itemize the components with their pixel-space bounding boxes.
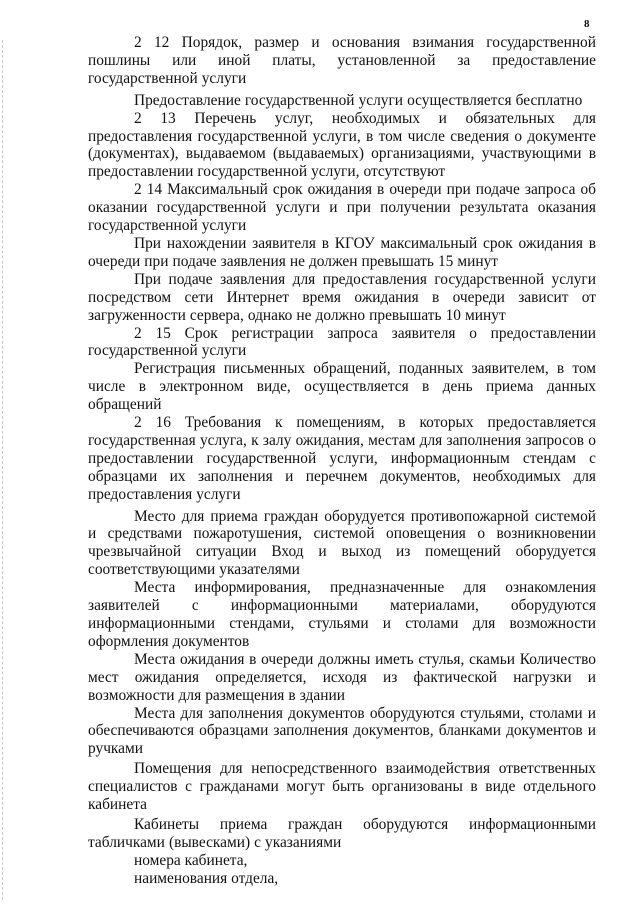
scan-edge-line [2,40,4,900]
paragraph-2-12: 2 12 Порядок, размер и основания взимания государственной пошлины или иной платы, установленной за предоставление государственной услуги [88,34,596,87]
paragraph-2-15: 2 15 Срок регистрации запроса заявителя о предоставлении государственной услуги [88,324,596,360]
document-body [88,34,596,888]
paragraph-2-13: 2 13 Перечень услуг, необходимых и обязательных для предоставления государственной услуги, в том числе сведения о документе (документах), выдаваемом (выдаваемых) организациями, участвующими в предоставлении государственной услуги, отсутствуют [88,109,596,181]
paragraph-waiting-places: Места ожидания в очереди должны иметь стулья, скамьи Количество мест ожидания определяется, исходя из фактической нагрузки и возможности для размещения в здании [88,650,596,704]
paragraph-kgou-wait: При нахождении заявителя в КГОУ максимальный срок ожидания в очереди при подаче заявления не должен превышать 15 минут [88,234,596,270]
paragraph-free-of-charge: Предоставление государственной услуги осуществляется бесплатно [134,91,583,109]
paragraph-filling-places: Места для заполнения документов оборудуются стульями, столами и обеспечиваются образцами заполнения документов, бланками документов и ручками [88,704,596,758]
paragraph-registration: Регистрация письменных обращений, поданных заявителем, в том числе в электронном виде, осуществляется в день приема данных обращений [88,360,596,414]
paragraph-reception-rooms: Кабинеты приема граждан оборудуются информационными табличками (вывесками) с указаниями [88,815,596,851]
page-number: 8 [584,18,590,30]
list-item-department-name: наименования отдела, [134,869,279,887]
paragraph-2-14: 2 14 Максимальный срок ожидания в очереди при подаче запроса об оказании государственной услуги и при получении результата оказания государственной услуги [88,181,596,235]
paragraph-2-16: 2 16 Требования к помещениям, в которых предоставляется государственная услуга, к залу ожидания, местам для заполнения запросов о предоставлении государственной услуги, информационным стендам с образцами их заполнения и перечнем документов, необходимых для предоставления услуги [88,414,596,503]
paragraph-specialists-rooms: Помещения для непосредственного взаимодействия ответственных специалистов с гражданами могут быть организованы в виде отдельного кабинета [88,760,596,814]
paragraph-internet-wait: При подаче заявления для предоставления государственной услуги посредством сети Интернет время ожидания в очереди зависит от загруженности сервера, однако не должно превышать 10 минут [88,270,596,324]
paragraph-reception-place: Место для приема граждан оборудуется противопожарной системой и средствами пожаротушения, системой оповещения о возникновении чрезвычайной ситуации Вход и выход из помещений оборудуется соответствующими указателями [88,507,596,579]
list-item-room-number: номера кабинета, [134,851,248,869]
paragraph-information-places: Места информирования, предназначенные для ознакомления заявителей с информационными материалами, оборудуются информационными стендами, стульями и столами для возможности оформления документов [88,579,596,650]
